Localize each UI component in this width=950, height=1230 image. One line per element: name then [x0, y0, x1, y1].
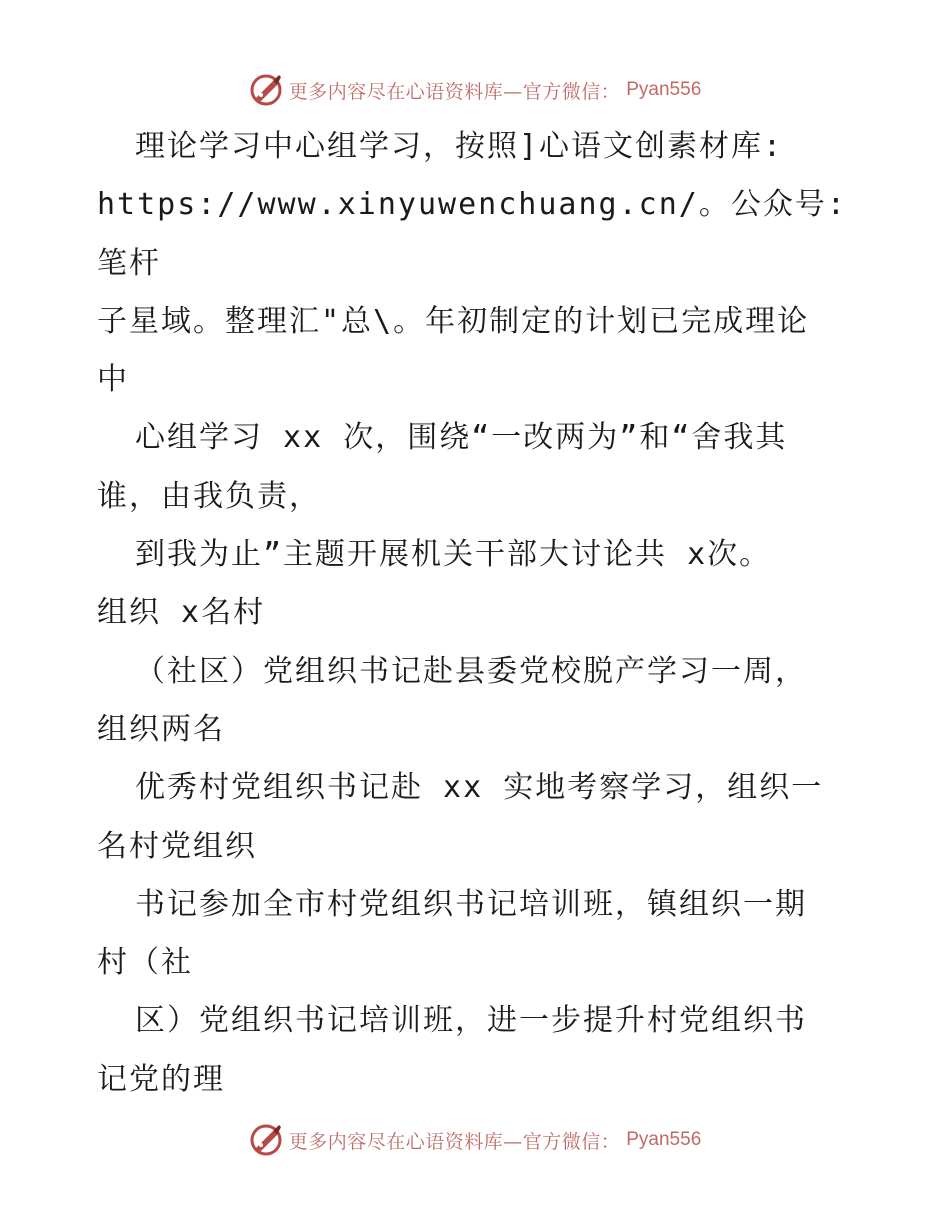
paragraph-3	[97, 526, 857, 643]
paragraph-line: https://www.xinyuwenchuang.cn/。公众号: 笔杆	[97, 187, 847, 281]
pen-logo-icon	[249, 73, 283, 107]
paragraph-line: 到我为止”主题开展机关干部大讨论共 x次。	[135, 537, 772, 573]
paragraph-line: 记党的理	[97, 1061, 225, 1097]
paragraph-line: 心组学习 xx 次，围绕“一改两为”和“舍我其	[135, 420, 788, 456]
banner-wechat-id: Pyan556	[626, 1129, 702, 1150]
paragraph-5	[97, 759, 857, 876]
paragraph-line: 名村党组织	[97, 828, 257, 864]
paragraph-2	[97, 409, 857, 526]
banner	[249, 1123, 702, 1157]
paragraph-line: 谁，由我负责，	[97, 478, 321, 514]
paragraph-line: 优秀村党组织书记赴 xx 实地考察学习，组织一	[135, 770, 824, 806]
paragraph-7	[97, 992, 857, 1109]
banner-text: 更多内容尽在心语资料库—官方微信：	[288, 80, 621, 103]
document-body	[97, 118, 857, 1109]
paragraph-6	[97, 876, 857, 993]
page-footer-banner	[0, 1120, 950, 1160]
paragraph-line: 理论学习中心组学习，按照]心语文创素材库:	[135, 129, 784, 164]
paragraph-line: 组织两名	[97, 711, 225, 747]
paragraph-4	[97, 643, 857, 760]
paragraph-line: 书记参加全市村党组织书记培训班，镇组织一期	[135, 886, 807, 922]
paragraph-1	[97, 118, 857, 409]
banner-text: 更多内容尽在心语资料库—官方微信：	[288, 1130, 621, 1153]
banner-wechat-id: Pyan556	[626, 79, 702, 100]
page-header-banner	[0, 70, 950, 110]
pen-logo-icon	[249, 1123, 283, 1157]
paragraph-line: 中	[97, 362, 129, 398]
banner	[249, 73, 702, 107]
paragraph-line: 村（社	[97, 945, 193, 981]
paragraph-line: 子星域。整理汇"总\。年初制定的计划已完成理论	[97, 303, 810, 339]
paragraph-line: 区）党组织书记培训班，进一步提升村党组织书	[135, 1003, 807, 1039]
paragraph-line: 组织 x名村	[97, 595, 266, 631]
paragraph-line: （社区）党组织书记赴县委党校脱产学习一周，	[135, 653, 807, 689]
